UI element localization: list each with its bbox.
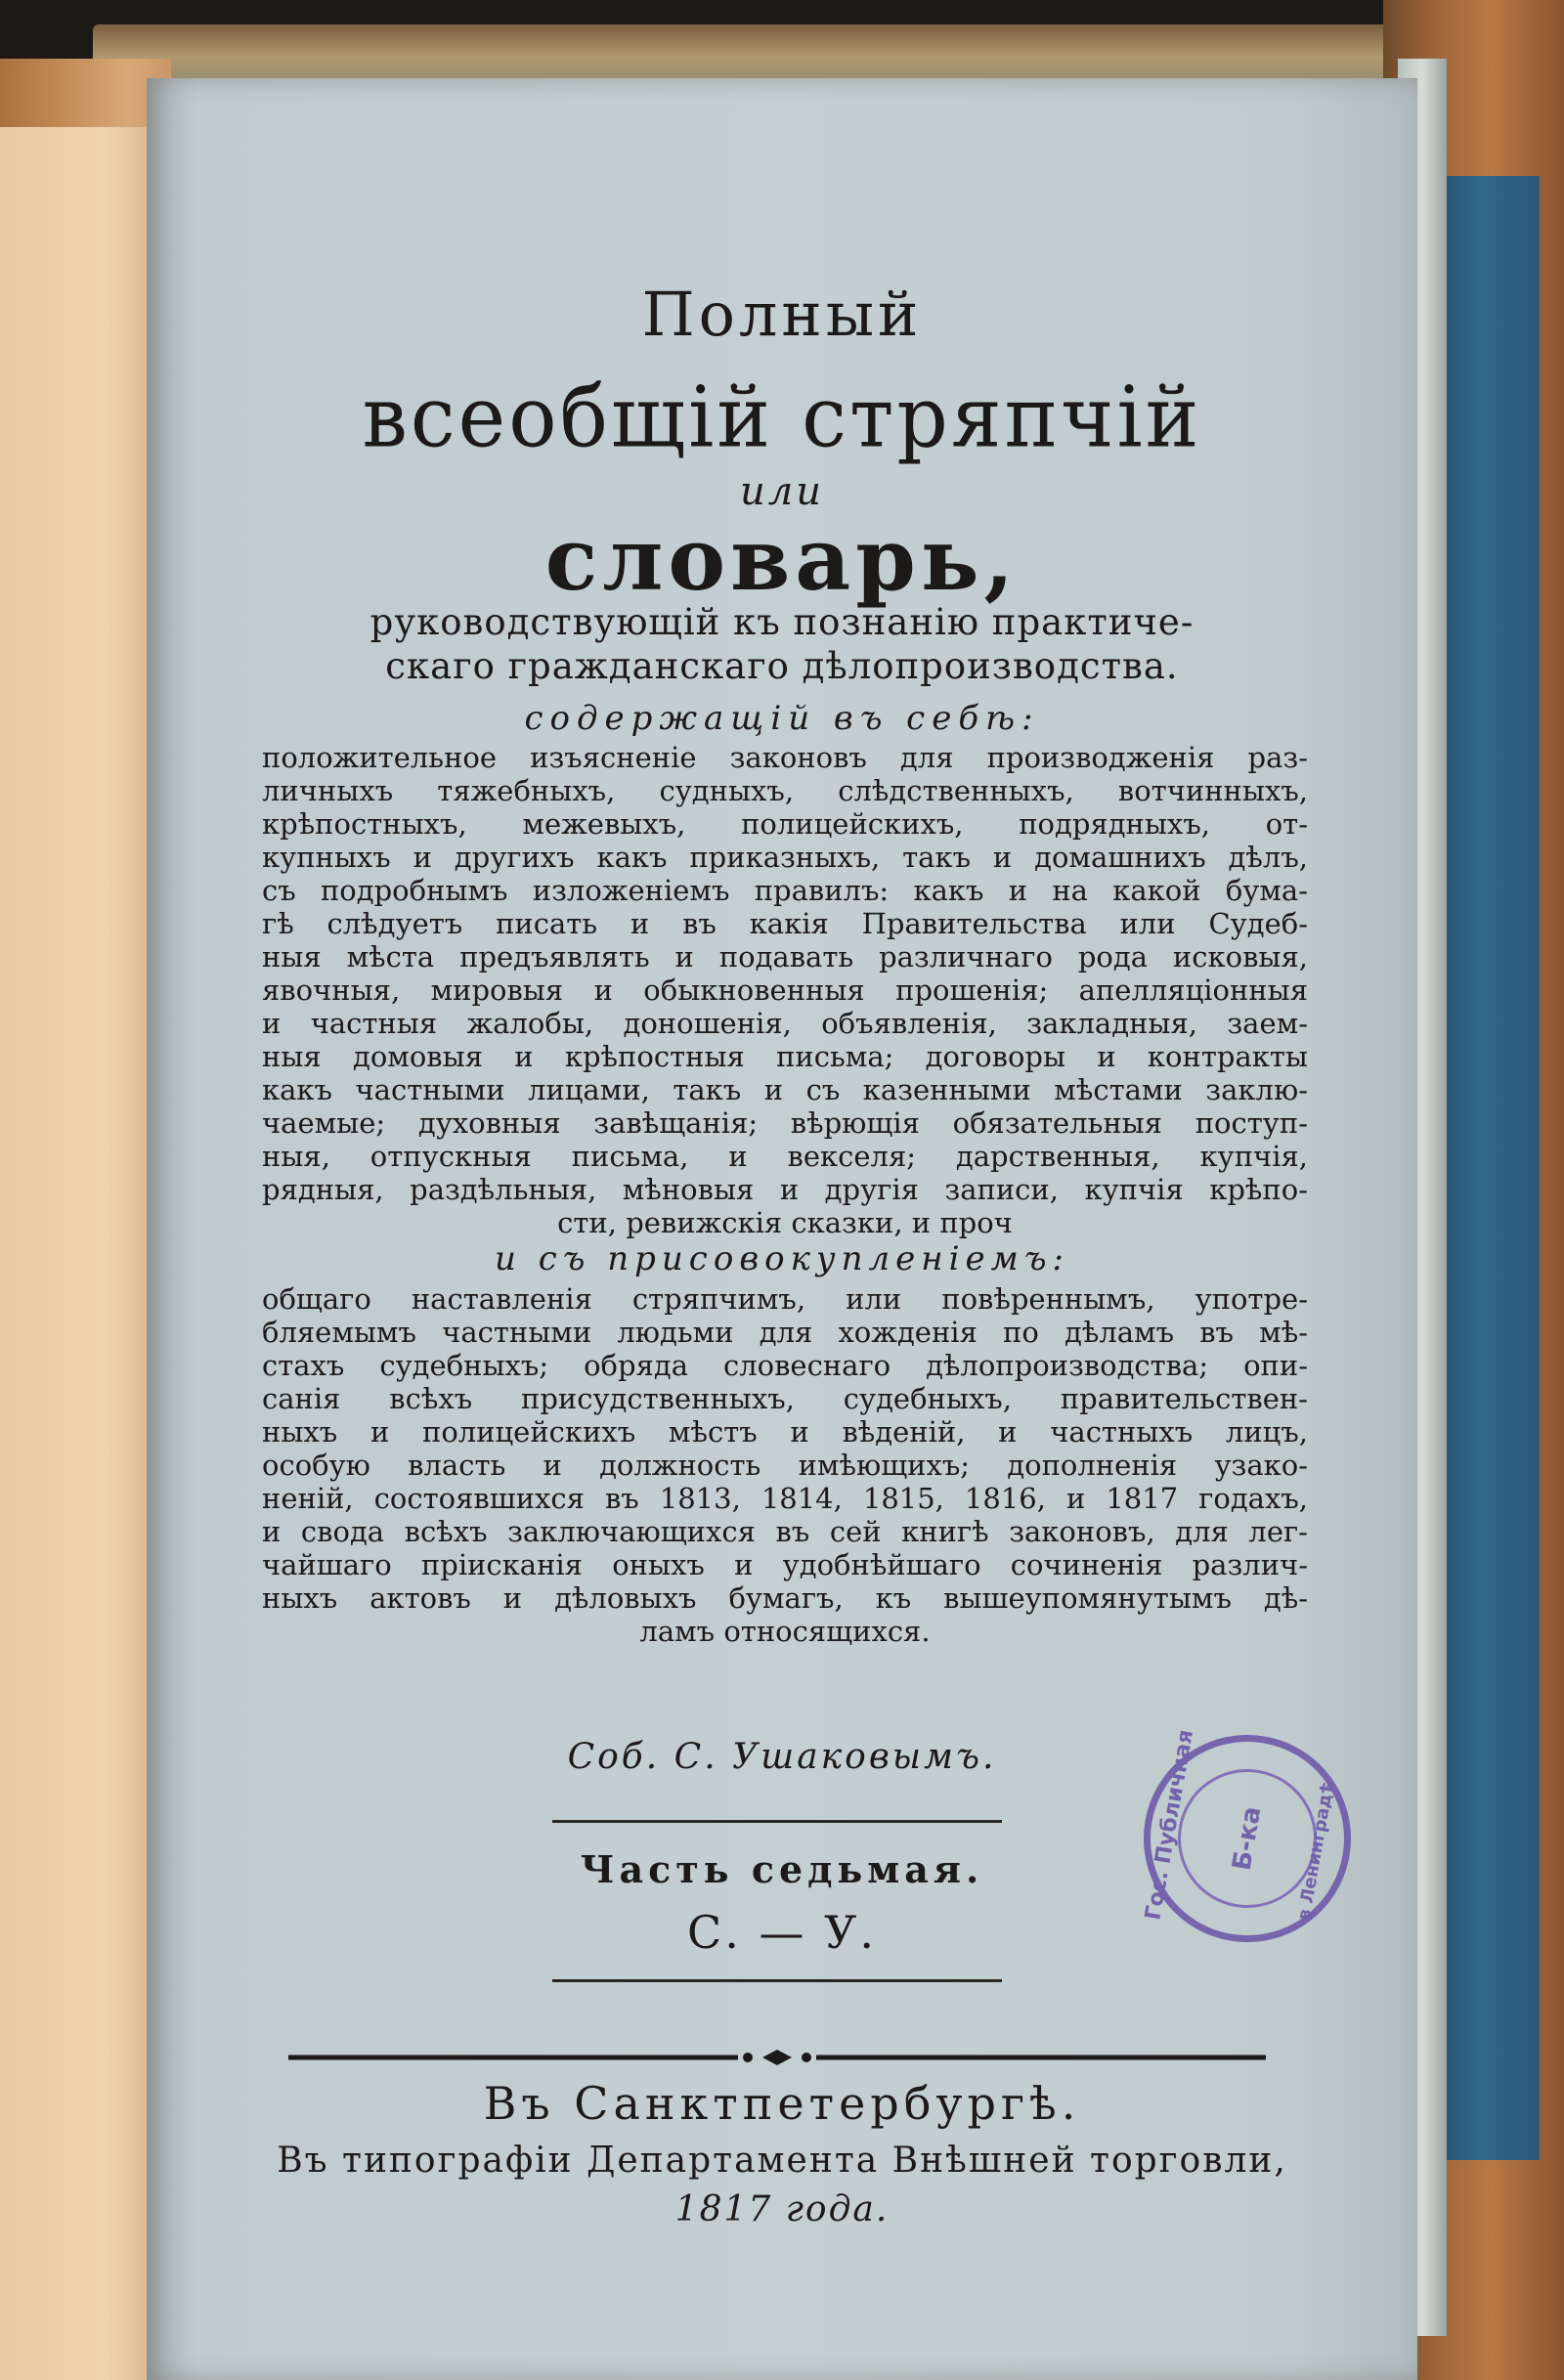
title-line-3: или — [740, 469, 824, 514]
appendix-line: стахъ судебныхъ; обряда словеснаго дѣлопроизводства; опи- — [262, 1349, 1308, 1382]
subtitle-line-1: руководствующій къ познанію практиче- — [369, 601, 1195, 643]
imprint-year: 1817 года. — [674, 2189, 890, 2229]
appendix-line: ламъ относящихся. — [639, 1615, 931, 1648]
contents-line: ныя, отпускныя письма, и векселя; дарственныя, купчія, — [262, 1140, 1308, 1173]
appendix-line: бляемымъ частными людьми для хожденія по дѣламъ въ мѣ- — [262, 1316, 1308, 1349]
contents-line: явочныя, мировыя и обыкновенныя прошенія; апелляціонныя — [262, 974, 1308, 1007]
part-label: Часть седьмая. — [580, 1847, 984, 1891]
title-line-1: Полный — [641, 279, 923, 350]
contents-line: сти, ревижскія сказки, и проч — [557, 1206, 1013, 1239]
appendix-line: чайшаго прiисканія оныхъ и удобнѣйшаго сочиненія различ- — [262, 1548, 1308, 1581]
author-line: Соб. С. Ушаковымъ. — [567, 1737, 997, 1777]
appendix-line: ныхъ актовъ и дѣловыхъ бумагъ, къ вышеупомянутымъ дѣ- — [262, 1581, 1308, 1615]
appendix-line: общаго наставленія стряпчимъ, или повѣреннымъ, употре- — [262, 1282, 1308, 1316]
contains-label: содержащій въ себѣ: — [524, 699, 1040, 738]
contents-line: ныя мѣста предъявлять и подавать различнаго рода исковыя, — [262, 940, 1308, 974]
contents-line: рядныя, раздѣльныя, мѣновыя и другія записи, купчія крѣпо- — [262, 1173, 1308, 1206]
contents-line: крѣпостныхъ, межевыхъ, полицейскихъ, подрядныхъ, от- — [262, 807, 1308, 841]
right-cover-blue-label — [1437, 176, 1540, 2160]
appendix-line: ныхъ и полицейскихъ мѣстъ и вѣденій, и частныхъ лицъ, — [262, 1415, 1308, 1449]
left-facing-page — [0, 127, 152, 2380]
appendix-line: особую власть и должность имѣющихъ; дополненія узако- — [262, 1449, 1308, 1482]
with-label: и съ присовокупленіемъ: — [495, 1239, 1069, 1278]
contents-line: какъ частными лицами, такъ и съ казенными мѣстами заклю- — [262, 1073, 1308, 1106]
divider-rule — [552, 1979, 1002, 1982]
letter-range: С. — У. — [687, 1906, 877, 1959]
stamp-text-bottom: в Ленинградѣ — [1293, 1779, 1339, 1923]
contents-line: ныя домовыя и крѣпостныя письма; договоры и контракты — [262, 1040, 1308, 1073]
ornamental-rule — [288, 2048, 1266, 2067]
appendix-line: санія всѣхъ присудственныхъ, судебныхъ, правительствен- — [262, 1382, 1308, 1415]
appendix-line: неній, состоявшихся въ 1813, 1814, 1815, 1816, и 1817 годахъ, — [262, 1482, 1308, 1515]
stamp-text-top: Гос. Публичная — [1141, 1727, 1199, 1923]
contents-line: и частныя жалобы, доношенія, объявленія, закладныя, заем- — [262, 1007, 1308, 1040]
title-line-2: всеобщій стряпчій — [362, 368, 1202, 467]
appendix-line: и свода всѣхъ заключающихся въ сей книгѣ законовъ, для лег- — [262, 1515, 1308, 1548]
contents-line: купныхъ и другихъ какъ приказныхъ, такъ и домашнихъ дѣлъ, — [262, 841, 1308, 874]
stamp-text-middle: Б-ка — [1227, 1803, 1268, 1874]
divider-rule — [552, 1820, 1002, 1823]
contents-line: съ подробнымъ изложеніемъ правилъ: какъ и на какой бума- — [262, 874, 1308, 907]
imprint-city: Въ Санктпетербургѣ. — [483, 2077, 1081, 2130]
imprint-press: Въ типографіи Департамента Внѣшней торговли, — [277, 2141, 1287, 2181]
subtitle-line-2: скаго гражданскаго дѣлопроизводства. — [385, 645, 1179, 687]
contents-line: гѣ слѣдуетъ писать и въ какія Правительства или Судеб- — [262, 907, 1308, 940]
title-page-content — [147, 78, 1417, 2380]
contents-line: чаемые; духовныя завѣщанія; вѣрющія обязательныя поступ- — [262, 1106, 1308, 1140]
title-line-4: словарь, — [544, 508, 1020, 610]
contents-line: положительное изъясненіе законовъ для производженія раз- — [262, 741, 1308, 774]
contents-line: личныхъ тяжебныхъ, судныхъ, слѣдственныхъ, вотчинныхъ, — [262, 774, 1308, 807]
